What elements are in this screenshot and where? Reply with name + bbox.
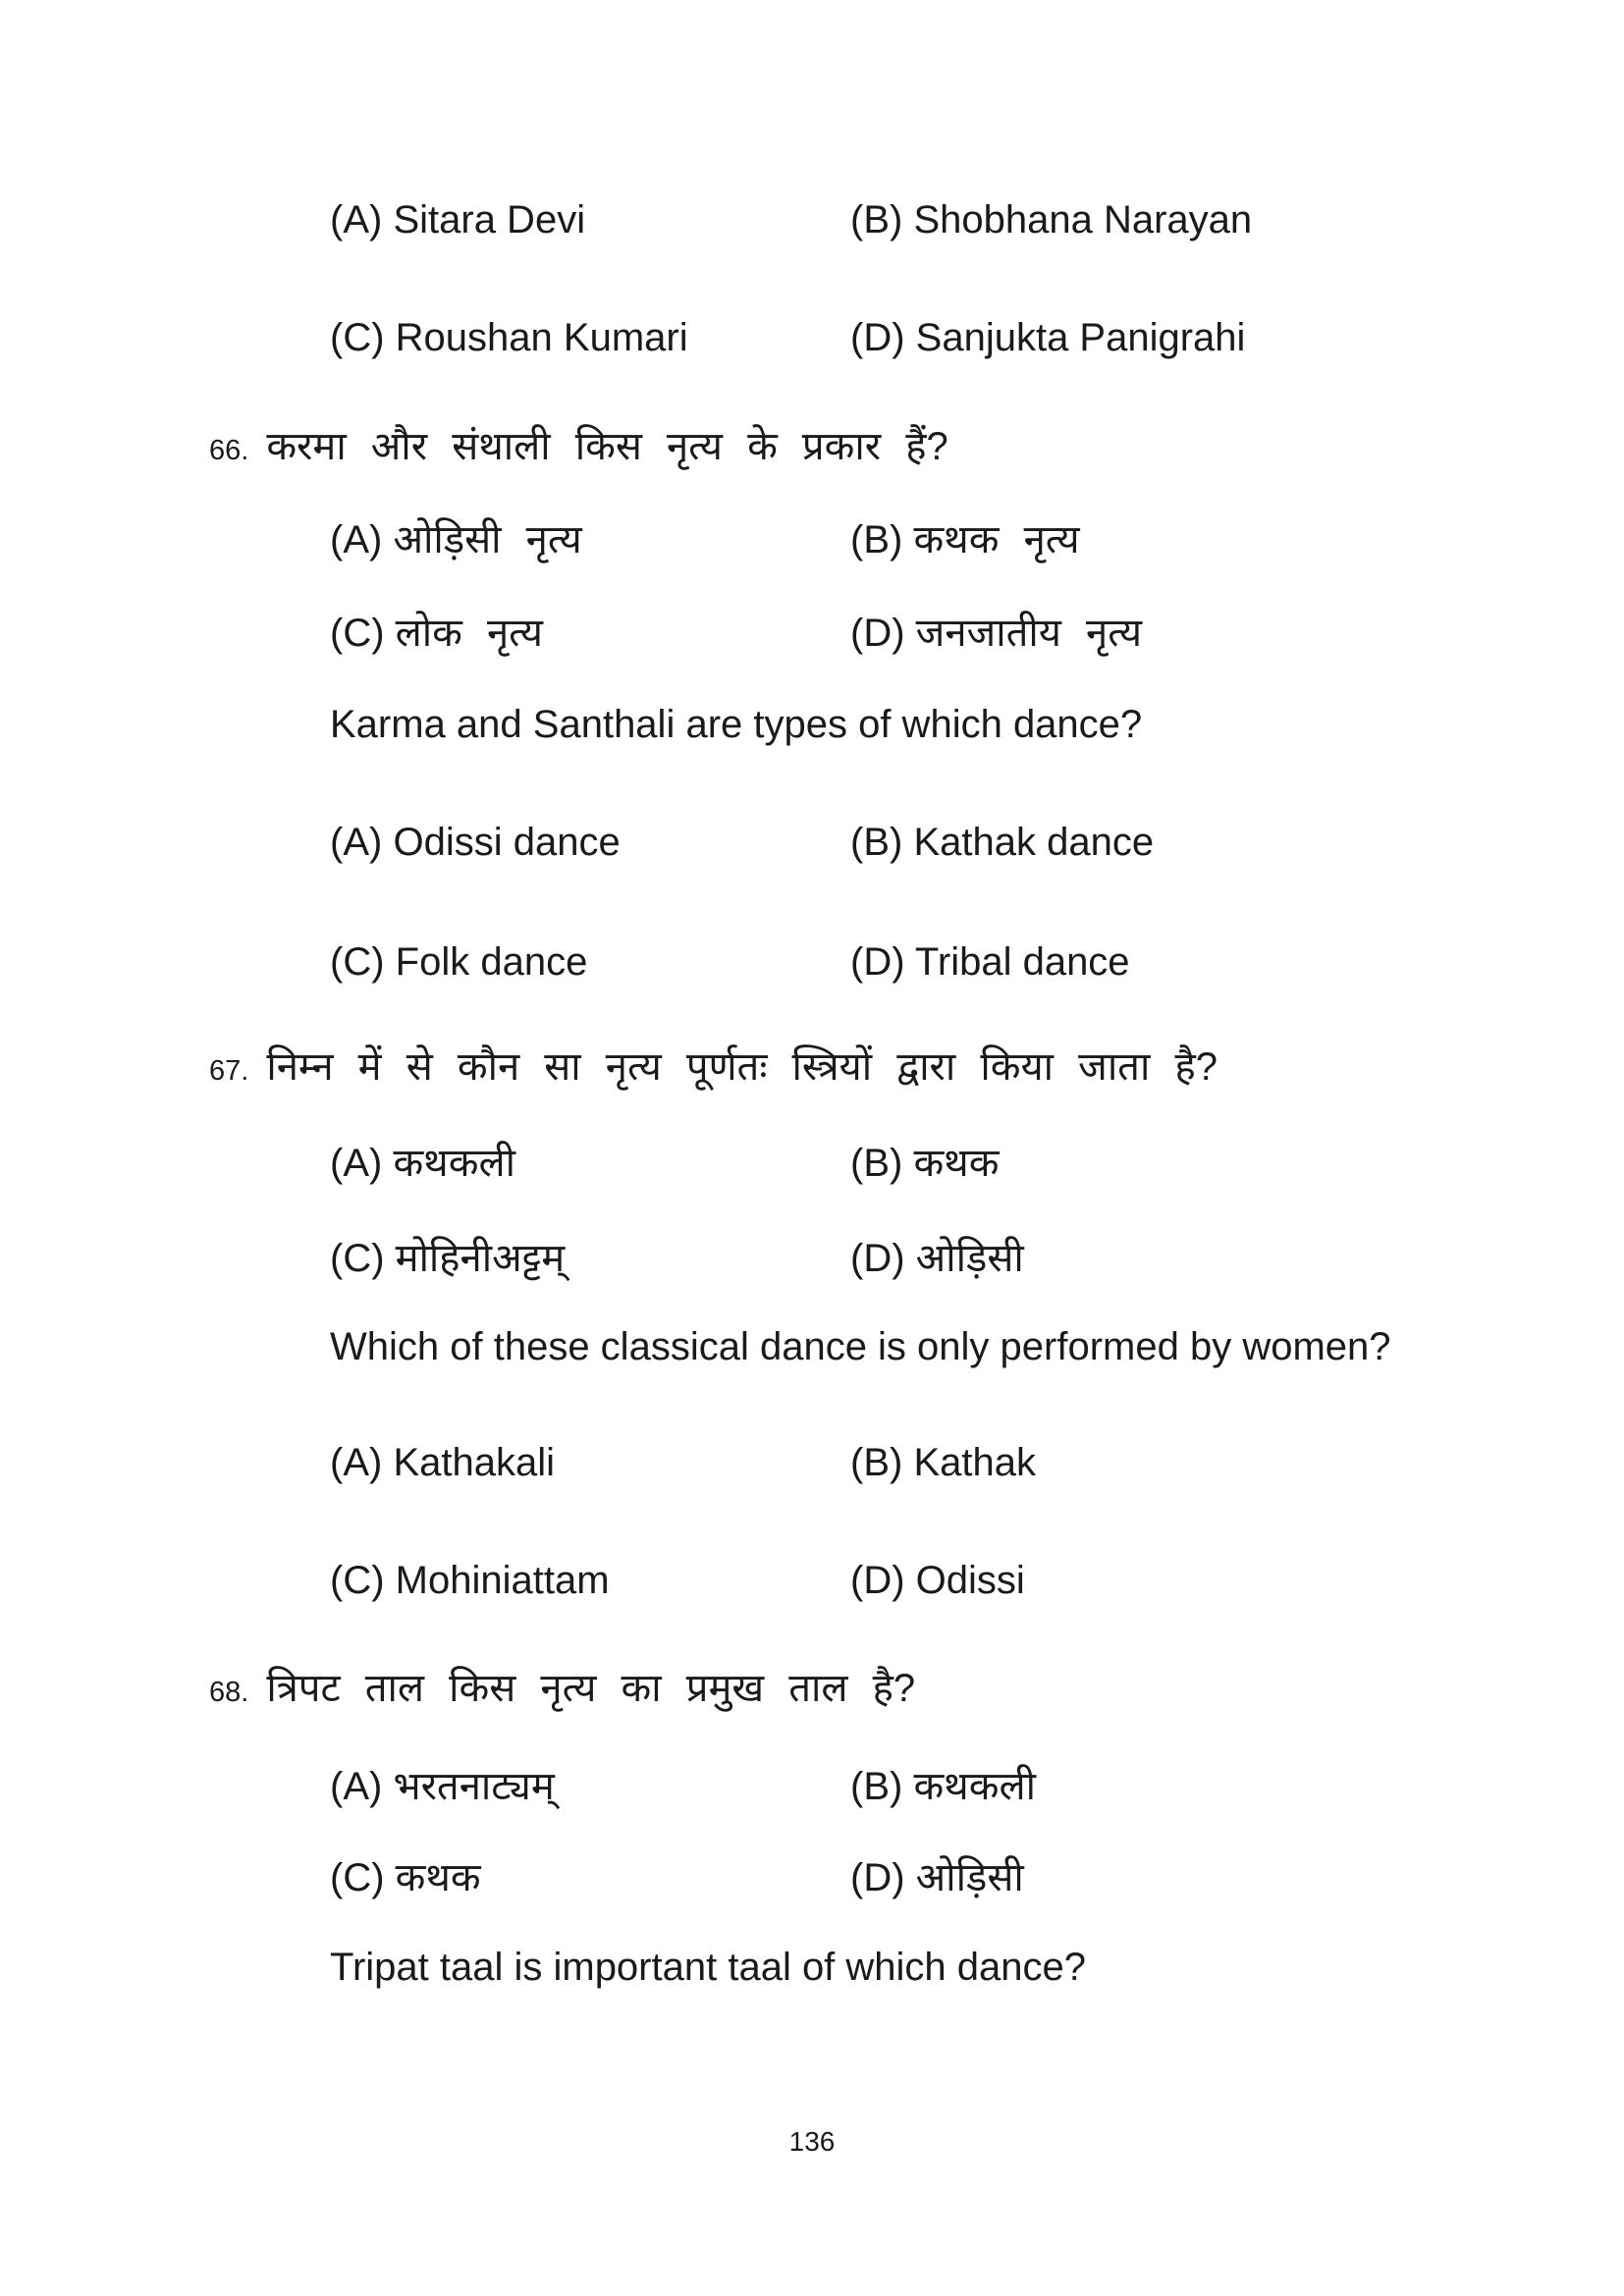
question-number: 68. (209, 1677, 249, 1708)
q67-options-hi-row-1 (330, 1140, 1604, 1187)
option-text: Roushan Kumari (395, 316, 688, 359)
q67-question-english (330, 1323, 1391, 1370)
option-cell-c (330, 938, 850, 986)
option-text: Odissi dance (393, 821, 621, 864)
q66-options-en-row-1 (330, 819, 1604, 866)
q66-options-en-row-2 (330, 938, 1604, 986)
option-label: (B) (850, 1142, 903, 1185)
q68-question-english (330, 1944, 1086, 1991)
option-cell-d (850, 1235, 1024, 1282)
option-label: (A) (330, 1441, 383, 1484)
question-text-english: Karma and Santhali are types of which dance? (330, 703, 1143, 746)
q66-options-hi-row-2 (330, 610, 1604, 657)
option-cell-b (850, 1140, 999, 1187)
option-label: (A) (330, 198, 383, 241)
option-text: ओड़िसी (915, 1237, 1024, 1280)
option-label: (C) (330, 612, 385, 655)
option-label: (A) (330, 1765, 383, 1808)
option-label: (B) (850, 198, 903, 241)
q66-options-hi-row-1 (330, 516, 1604, 563)
option-text: कथक (913, 1142, 1000, 1185)
option-cell-c (330, 1854, 850, 1901)
option-label: (D) (850, 612, 905, 655)
option-text: Sitara Devi (393, 198, 586, 241)
q68-options-hi-row-2 (330, 1854, 1604, 1901)
option-cell-c (330, 1557, 850, 1604)
option-label: (C) (330, 1237, 385, 1280)
option-text: कथक (395, 1856, 481, 1899)
option-cell-c (330, 1235, 850, 1282)
option-label: (D) (850, 1856, 905, 1899)
option-text: लोक नृत्य (395, 612, 543, 655)
option-cell-b (850, 516, 1080, 563)
option-text: मोहिनीअट्टम् (395, 1237, 566, 1280)
option-text: कथकली (393, 1142, 515, 1185)
option-cell-a (330, 1140, 850, 1187)
option-cell-a (330, 1763, 850, 1810)
q67-question-hindi (209, 1043, 1218, 1095)
question-text-hindi: करमा और संथाली किस नृत्य के प्रकार हैं? (266, 425, 948, 468)
option-label: (D) (850, 316, 905, 359)
option-label: (D) (850, 1237, 905, 1280)
option-label: (D) (850, 1559, 905, 1602)
option-cell-c (330, 314, 850, 361)
option-cell-a (330, 516, 850, 563)
option-cell-a (330, 819, 850, 866)
option-text: Kathak dance (913, 821, 1155, 864)
option-text: Folk dance (395, 940, 588, 984)
option-text: कथकली (913, 1765, 1036, 1808)
option-text: Mohiniattam (395, 1559, 610, 1602)
question-text-hindi: निम्न में से कौन सा नृत्य पूर्णतः स्त्रियों द्वारा किया जाता है? (266, 1045, 1218, 1089)
option-text: ओड़िसी (915, 1856, 1024, 1899)
option-cell-b (850, 819, 1154, 866)
option-text: भरतनाट्यम् (393, 1765, 555, 1808)
option-cell-d (850, 1557, 1025, 1604)
option-cell-d (850, 314, 1245, 361)
option-label: (C) (330, 940, 385, 984)
question-text-english: Tripat taal is important taal of which dance? (330, 1946, 1087, 1989)
option-cell-d (850, 610, 1142, 657)
option-text: जनजातीय नृत्य (915, 612, 1143, 655)
option-text: Odissi (915, 1559, 1025, 1602)
option-label: (A) (330, 518, 383, 561)
q68-options-hi-row-1 (330, 1763, 1604, 1810)
option-text: ओड़िसी नृत्य (393, 518, 582, 561)
option-cell-a (330, 1439, 850, 1486)
option-label: (A) (330, 821, 383, 864)
q66-question-hindi (209, 423, 948, 474)
option-cell-d (850, 1854, 1024, 1901)
option-cell-b (850, 196, 1252, 243)
question-number: 67. (209, 1055, 249, 1087)
option-text: Tribal dance (914, 940, 1130, 984)
q65-options-en-row-1 (330, 196, 1604, 243)
option-cell-b (850, 1763, 1036, 1810)
option-label: (B) (850, 1441, 903, 1484)
option-text: कथक नृत्य (913, 518, 1080, 561)
option-cell-d (850, 938, 1130, 986)
page-number: 136 (788, 2126, 836, 2157)
q65-options-en-row-2 (330, 314, 1604, 361)
option-text: Shobhana Narayan (913, 198, 1253, 241)
option-text: Kathak (913, 1441, 1036, 1484)
q68-question-hindi (209, 1665, 915, 1716)
option-cell-c (330, 610, 850, 657)
question-text-english: Which of these classical dance is only performed by women? (330, 1325, 1391, 1368)
option-label: (D) (850, 940, 905, 984)
option-label: (C) (330, 1559, 385, 1602)
option-label: (B) (850, 518, 903, 561)
option-label: (B) (850, 1765, 903, 1808)
question-number: 66. (209, 435, 249, 466)
option-label: (A) (330, 1142, 383, 1185)
option-text: Sanjukta Panigrahi (915, 316, 1246, 359)
q67-options-en-row-1 (330, 1439, 1604, 1486)
q66-question-english (330, 701, 1142, 748)
option-label: (C) (330, 316, 385, 359)
q67-options-hi-row-2 (330, 1235, 1604, 1282)
option-label: (C) (330, 1856, 385, 1899)
option-label: (B) (850, 821, 903, 864)
q67-options-en-row-2 (330, 1557, 1604, 1604)
option-cell-b (850, 1439, 1036, 1486)
question-text-hindi: त्रिपट ताल किस नृत्य का प्रमुख ताल है? (266, 1667, 916, 1710)
option-text: Kathakali (393, 1441, 556, 1484)
option-cell-a (330, 196, 850, 243)
